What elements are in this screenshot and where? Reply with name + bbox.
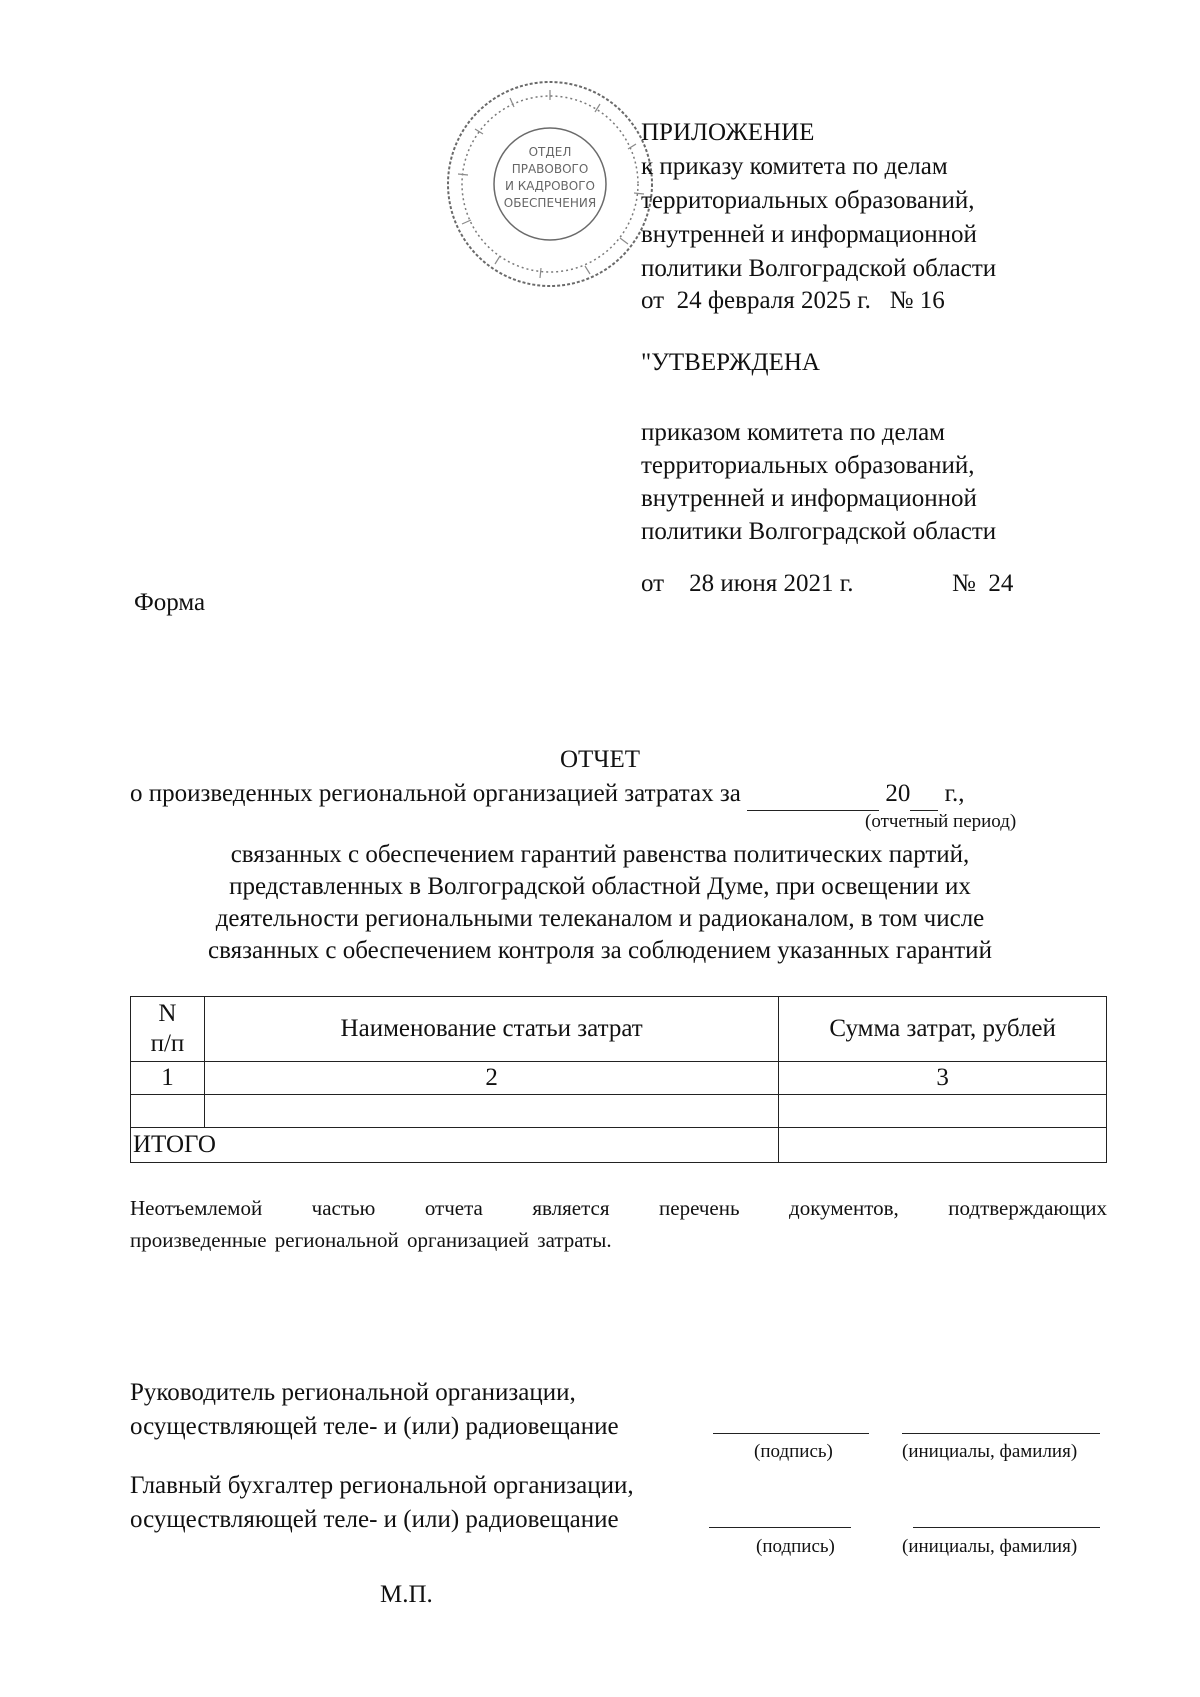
- period-blank: [747, 777, 879, 811]
- approved-line: политики Волгоградской области: [641, 518, 997, 545]
- header-number: [131, 997, 205, 1062]
- column-number: 3: [779, 1062, 1107, 1095]
- head-title-line: Руководитель региональной организации,: [130, 1379, 576, 1406]
- table-header-row: [131, 997, 1107, 1062]
- appendix-title: ПРИЛОЖЕНИЕ: [641, 119, 815, 146]
- signature-hint: (подпись): [754, 1441, 833, 1462]
- note-line: произведенные региональной организацией затраты.: [130, 1228, 612, 1252]
- table-cell: [131, 1095, 205, 1128]
- report-heading: ОТЧЕТ: [559, 746, 641, 773]
- name-hint: (инициалы, фамилия): [902, 1441, 1078, 1462]
- head-signature-line: [713, 1433, 869, 1434]
- approved-number: № 24: [952, 570, 1014, 597]
- period-hint: (отчетный период): [865, 811, 1017, 832]
- report-year-prefix: 20: [885, 780, 911, 807]
- approved-date: от 28 июня 2021 г.: [641, 570, 854, 597]
- signature-hint: (подпись): [756, 1536, 835, 1557]
- approved-title: "УТВЕРЖДЕНА: [641, 349, 820, 376]
- approved-line: внутренней и информационной: [641, 485, 977, 512]
- report-subtitle-line: связанных с обеспечением гарантий равенства политических партий,: [230, 841, 970, 868]
- accountant-signature-line: [709, 1527, 851, 1528]
- accountant-title-line: осуществляющей теле- и (или) радиовещание: [130, 1506, 619, 1533]
- report-period-line: [130, 777, 965, 811]
- department-stamp: [440, 74, 660, 294]
- approved-line: территориальных образований,: [641, 452, 975, 479]
- appendix-line: территориальных образований,: [641, 187, 975, 214]
- total-amount: [779, 1128, 1107, 1163]
- report-period-prefix: о произведенных региональной организацией затратах за: [130, 780, 741, 807]
- stamp-text-line: ПРАВОВОГО: [511, 162, 589, 176]
- header-expense-item: Наименование статьи затрат: [204, 997, 778, 1062]
- total-label: ИТОГО: [131, 1128, 779, 1163]
- form-label: Форма: [134, 589, 206, 616]
- table-cell: [779, 1095, 1107, 1128]
- header-number-line2: п/п: [150, 1030, 185, 1057]
- expense-table: [130, 996, 1107, 1163]
- approved-line: приказом комитета по делам: [641, 419, 945, 446]
- name-hint: (инициалы, фамилия): [902, 1536, 1078, 1557]
- seal-label: М.П.: [380, 1581, 433, 1608]
- report-period-suffix: г.,: [944, 780, 965, 807]
- year-blank: [910, 777, 938, 811]
- report-subtitle-line: связанных с обеспечением контроля за соблюдением указанных гарантий: [208, 937, 992, 964]
- stamp-text-line: ОБЕСПЕЧЕНИЯ: [503, 196, 597, 210]
- appendix-line: к приказу комитета по делам: [641, 153, 948, 180]
- appendix-date-number: от 24 февраля 2025 г. № 16: [641, 287, 945, 314]
- appendix-line: политики Волгоградской области: [641, 255, 997, 282]
- table-cell: [204, 1095, 778, 1128]
- column-number: 2: [204, 1062, 778, 1095]
- report-subtitle-line: представленных в Волгоградской областной Думе, при освещении их: [229, 873, 971, 900]
- note-line: Неотъемлемой частью отчета является перечень документов, подтверждающих: [130, 1196, 1107, 1220]
- header-expense-amount: Сумма затрат, рублей: [779, 997, 1107, 1062]
- stamp-text-line: И КАДРОВОГО: [504, 179, 596, 193]
- column-number: 1: [131, 1062, 205, 1095]
- appendix-line: внутренней и информационной: [641, 221, 977, 248]
- head-name-line: [902, 1433, 1100, 1434]
- accountant-name-line: [913, 1527, 1100, 1528]
- head-title-line: осуществляющей теле- и (или) радиовещание: [130, 1413, 619, 1440]
- header-number-line1: N: [158, 1000, 177, 1027]
- stamp-text-line: ОТДЕЛ: [528, 145, 572, 159]
- table-total-row: [131, 1128, 1107, 1163]
- table-numbering-row: [131, 1062, 1107, 1095]
- report-subtitle-line: деятельности региональными телеканалом и радиоканалом, в том числе: [215, 905, 985, 932]
- stamp-seal-icon: [440, 74, 660, 294]
- table-row: [131, 1095, 1107, 1128]
- accountant-title-line: Главный бухгалтер региональной организации,: [130, 1472, 634, 1499]
